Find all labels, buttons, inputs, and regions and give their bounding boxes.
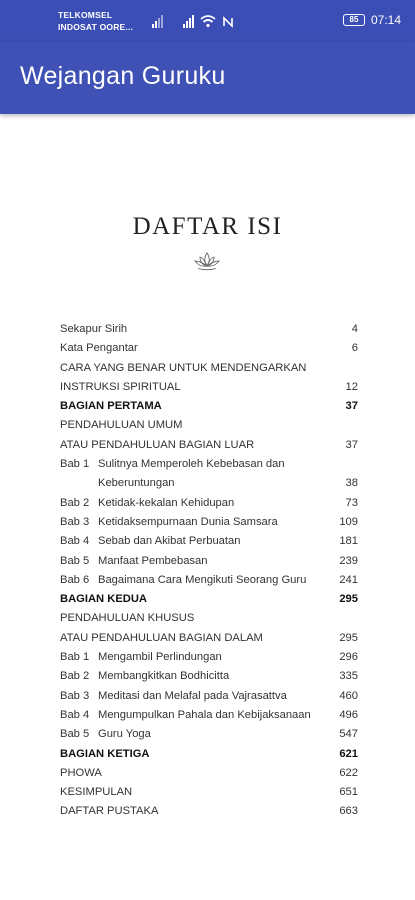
toc-page: 296 xyxy=(339,651,358,664)
table-of-contents xyxy=(60,320,358,822)
toc-item[interactable] xyxy=(60,609,358,628)
toc-chapter[interactable] xyxy=(60,687,358,706)
toc-label: BAGIAN KEDUA xyxy=(60,593,148,606)
toc-chapter[interactable] xyxy=(60,532,358,551)
status-bar xyxy=(0,0,415,42)
toc-section-heading[interactable] xyxy=(60,397,358,416)
toc-label: PENDAHULUAN KHUSUS xyxy=(60,612,195,625)
toc-chapter[interactable] xyxy=(60,667,358,686)
app-bar xyxy=(0,42,415,114)
toc-chapter[interactable] xyxy=(60,706,358,725)
toc-page: 38 xyxy=(345,477,358,490)
toc-chapter[interactable] xyxy=(60,513,358,532)
toc-chapter-number: Bab 1 xyxy=(60,651,90,664)
toc-chapter-number: Bab 1 xyxy=(60,458,90,471)
toc-page: 37 xyxy=(345,438,358,451)
toc-page: 460 xyxy=(339,689,358,702)
carrier-name: TELKOMSEL xyxy=(58,10,113,20)
toc-item[interactable] xyxy=(60,802,358,821)
toc-label: Manfaat Pembebasan xyxy=(98,554,208,567)
toc-chapter-number: Bab 3 xyxy=(60,689,90,702)
toc-label: ATAU PENDAHULUAN BAGIAN LUAR xyxy=(60,438,255,451)
toc-label: Sebab dan Akibat Perbuatan xyxy=(98,535,241,548)
toc-label: Mengambil Perlindungan xyxy=(98,651,222,664)
toc-item[interactable] xyxy=(60,416,358,435)
clock: 07:14 xyxy=(370,13,401,27)
toc-page: 12 xyxy=(345,380,358,393)
toc-page: 295 xyxy=(339,631,358,644)
carrier-name-secondary: INDOSAT OORE... xyxy=(58,22,134,32)
lotus-icon xyxy=(193,251,221,271)
toc-chapter-number: Bab 3 xyxy=(60,515,90,528)
toc-label: PENDAHULUAN UMUM xyxy=(60,419,183,432)
battery-icon: 85 xyxy=(343,14,365,26)
toc-label: PHOWA xyxy=(60,766,102,779)
toc-label: Membangkitkan Bodhicitta xyxy=(98,670,230,683)
toc-chapter-number: Bab 5 xyxy=(60,554,90,567)
toc-label: Keberuntungan xyxy=(98,477,175,490)
toc-page: 663 xyxy=(339,805,358,818)
toc-label: Meditasi dan Melafal pada Vajrasattva xyxy=(98,689,287,702)
document-title: DAFTAR ISI xyxy=(132,213,283,240)
toc-label: INSTRUKSI SPIRITUAL xyxy=(60,380,181,393)
toc-page: 622 xyxy=(339,766,358,779)
wifi-icon xyxy=(200,14,216,28)
toc-label: DAFTAR PUSTAKA xyxy=(60,805,159,818)
toc-item[interactable] xyxy=(60,764,358,783)
nfc-icon xyxy=(222,16,234,28)
app-title: Wejangan Guruku xyxy=(20,62,226,90)
toc-label: BAGIAN KETIGA xyxy=(60,747,150,760)
toc-item[interactable] xyxy=(60,320,358,339)
toc-page: 651 xyxy=(339,786,358,799)
toc-item[interactable] xyxy=(60,378,358,397)
toc-label: Sekapur Sirih xyxy=(60,323,128,335)
toc-page: 621 xyxy=(339,747,358,760)
toc-item[interactable] xyxy=(60,629,358,648)
status-right xyxy=(343,13,401,27)
toc-label: Mengumpulkan Pahala dan Kebijaksanaan xyxy=(98,708,311,721)
toc-chapter-number: Bab 4 xyxy=(60,708,90,721)
toc-chapter-number: Bab 2 xyxy=(60,670,90,683)
toc-label: Sulitnya Memperoleh Kebebasan dan xyxy=(98,458,285,471)
signal-icon xyxy=(152,15,163,28)
toc-page: 241 xyxy=(339,573,358,586)
toc-chapter[interactable] xyxy=(60,648,358,667)
toc-page: 239 xyxy=(339,554,358,567)
toc-chapter-number: Bab 4 xyxy=(60,535,90,548)
toc-page: 4 xyxy=(351,323,358,335)
toc-page: 6 xyxy=(351,342,358,355)
toc-page: 496 xyxy=(339,708,358,721)
toc-label: Kata Pengantar xyxy=(60,342,138,355)
toc-section-heading[interactable] xyxy=(60,745,358,764)
toc-page: 73 xyxy=(345,496,358,509)
toc-label: Bagaimana Cara Mengikuti Seorang Guru xyxy=(98,573,307,586)
toc-chapter-number: Bab 5 xyxy=(60,728,90,741)
toc-chapter[interactable] xyxy=(60,455,358,474)
toc-page: 181 xyxy=(339,535,358,548)
toc-label: CARA YANG BENAR UNTUK MENDENGARKAN xyxy=(60,361,307,374)
toc-item[interactable] xyxy=(60,339,358,358)
signal-icon-2 xyxy=(183,15,194,28)
toc-item[interactable] xyxy=(60,359,358,378)
toc-page: 335 xyxy=(339,670,358,683)
toc-page: 295 xyxy=(339,593,358,606)
toc-chapter-number: Bab 6 xyxy=(60,573,90,586)
toc-page: 547 xyxy=(339,728,358,741)
toc-chapter[interactable] xyxy=(60,725,358,744)
toc-label: KESIMPULAN xyxy=(60,786,133,799)
toc-chapter[interactable] xyxy=(60,552,358,571)
toc-label: Ketidaksempurnaan Dunia Samsara xyxy=(98,515,278,528)
toc-item[interactable] xyxy=(60,436,358,455)
toc-label: ATAU PENDAHULUAN BAGIAN DALAM xyxy=(60,631,263,644)
toc-label: Guru Yoga xyxy=(98,728,151,741)
toc-page: 109 xyxy=(339,515,358,528)
toc-section-heading[interactable] xyxy=(60,590,358,609)
toc-label: BAGIAN PERTAMA xyxy=(60,400,162,413)
toc-chapter[interactable] xyxy=(60,571,358,590)
status-icons xyxy=(152,14,234,28)
toc-chapter[interactable] xyxy=(60,494,358,513)
toc-item[interactable] xyxy=(60,783,358,802)
toc-page: 37 xyxy=(345,400,358,413)
toc-chapter-number: Bab 2 xyxy=(60,496,90,509)
toc-chapter[interactable] xyxy=(60,474,358,493)
toc-label: Ketidak-kekalan Kehidupan xyxy=(98,496,235,509)
